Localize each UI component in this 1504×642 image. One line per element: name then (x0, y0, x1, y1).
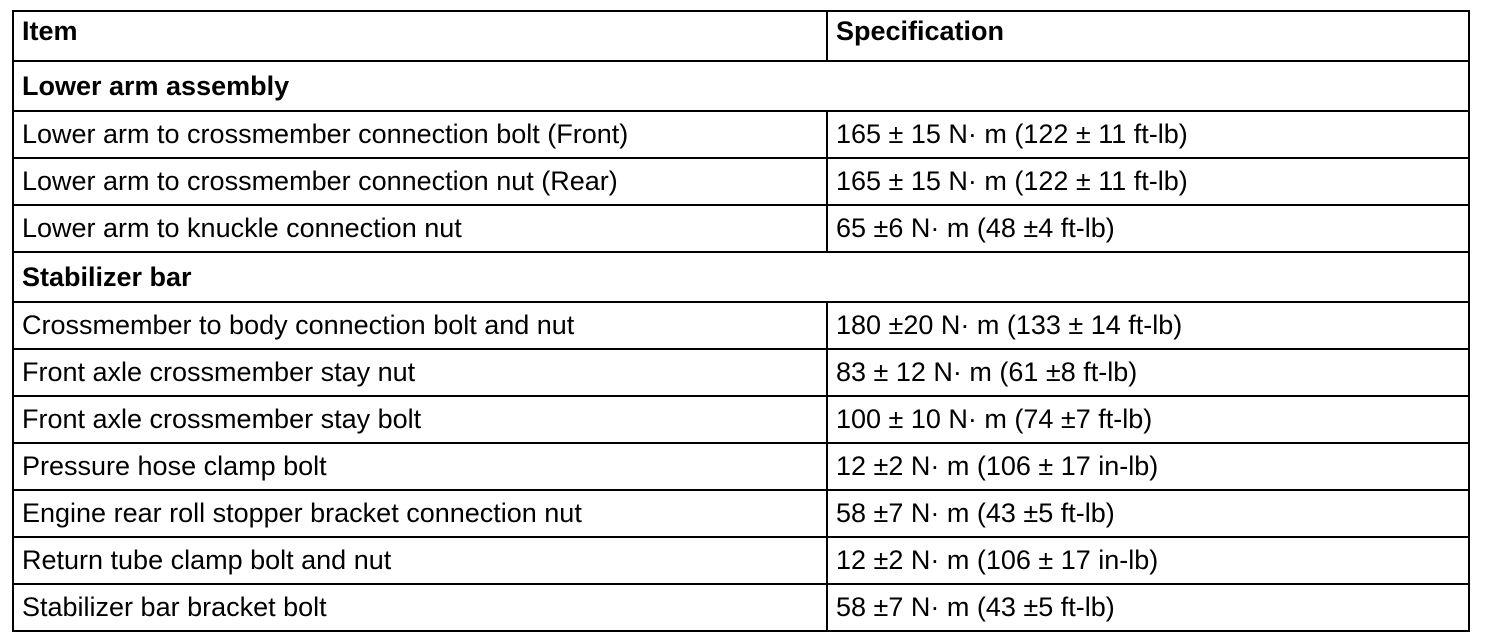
group-row-lower-arm-assembly (13, 61, 1469, 111)
spec-cell: 12 ±2 N· m (106 ± 17 in-lb) (827, 443, 1469, 490)
table-row (13, 490, 1469, 537)
item-cell: Stabilizer bar bracket bolt (13, 584, 827, 631)
spec-cell: 100 ± 10 N· m (74 ±7 ft-lb) (827, 396, 1469, 443)
group-row-stabilizer-bar (13, 252, 1469, 302)
spec-cell: 83 ± 12 N· m (61 ±8 ft-lb) (827, 349, 1469, 396)
group-title: Lower arm assembly (13, 61, 1469, 111)
table-row (13, 302, 1469, 349)
table-row (13, 396, 1469, 443)
table-row (13, 443, 1469, 490)
item-cell: Return tube clamp bolt and nut (13, 537, 827, 584)
table-row (13, 111, 1469, 158)
spec-cell: 165 ± 15 N· m (122 ± 11 ft-lb) (827, 158, 1469, 205)
item-cell: Lower arm to crossmember connection nut (Rear) (13, 158, 827, 205)
item-cell: Lower arm to crossmember connection bolt (Front) (13, 111, 827, 158)
table-header-row (13, 11, 1469, 61)
item-cell: Front axle crossmember stay nut (13, 349, 827, 396)
table-row (13, 205, 1469, 252)
table-row (13, 349, 1469, 396)
table-row (13, 537, 1469, 584)
header-specification: Specification (827, 11, 1469, 61)
spec-cell: 165 ± 15 N· m (122 ± 11 ft-lb) (827, 111, 1469, 158)
spec-cell: 58 ±7 N· m (43 ±5 ft-lb) (827, 584, 1469, 631)
table-row (13, 584, 1469, 631)
header-item: Item (13, 11, 827, 61)
item-cell: Crossmember to body connection bolt and nut (13, 302, 827, 349)
item-cell: Front axle crossmember stay bolt (13, 396, 827, 443)
spec-cell: 65 ±6 N· m (48 ±4 ft-lb) (827, 205, 1469, 252)
group-title: Stabilizer bar (13, 252, 1469, 302)
item-cell: Pressure hose clamp bolt (13, 443, 827, 490)
specification-table (12, 10, 1470, 632)
spec-cell: 12 ±2 N· m (106 ± 17 in-lb) (827, 537, 1469, 584)
item-cell: Lower arm to knuckle connection nut (13, 205, 827, 252)
spec-cell: 180 ±20 N· m (133 ± 14 ft-lb) (827, 302, 1469, 349)
item-cell: Engine rear roll stopper bracket connection nut (13, 490, 827, 537)
spec-cell: 58 ±7 N· m (43 ±5 ft-lb) (827, 490, 1469, 537)
table-row (13, 158, 1469, 205)
